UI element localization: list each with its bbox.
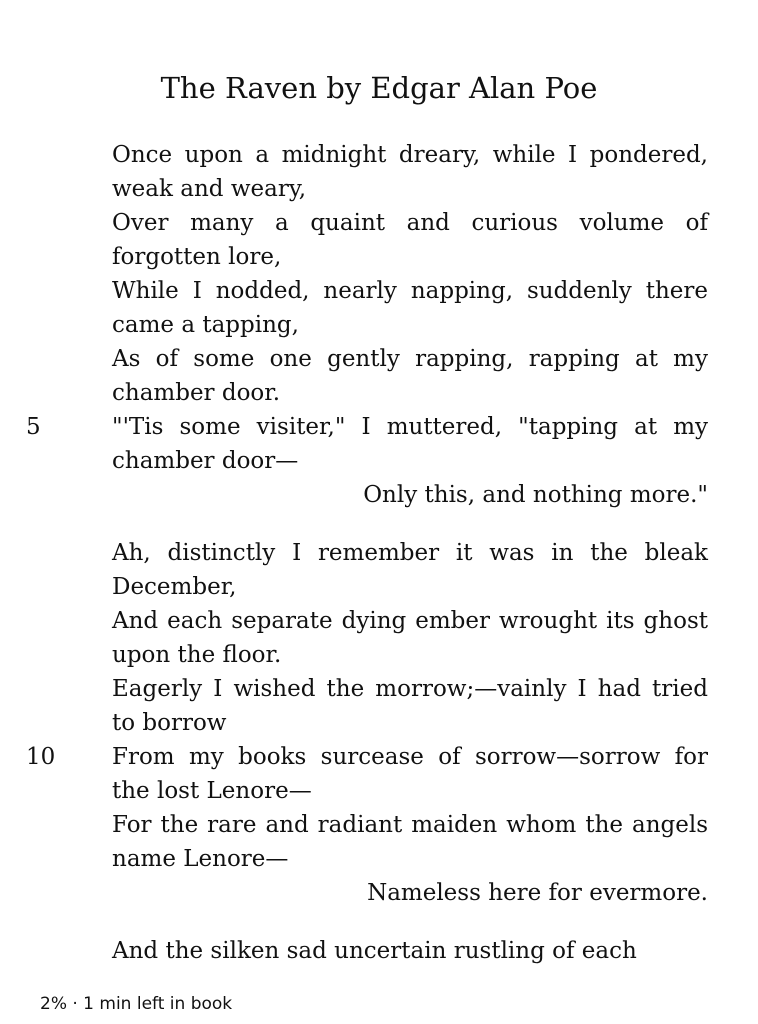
stanza bbox=[0, 138, 758, 512]
line-text: And each separate dying ember wrought its ghost upon the floor. bbox=[112, 608, 708, 668]
poem-line bbox=[26, 740, 708, 808]
line-text: Ah, distinctly I remember it was in the bleak December, bbox=[112, 540, 708, 600]
poem-line bbox=[112, 808, 708, 876]
line-text: "'Tis some visiter," I muttered, "tapping at my chamber door— bbox=[112, 414, 708, 474]
poem-body bbox=[0, 138, 758, 992]
refrain-line bbox=[112, 478, 708, 512]
poem-line bbox=[112, 934, 708, 968]
line-text: Over many a quaint and curious volume of forgotten lore, bbox=[112, 210, 708, 270]
poem-line bbox=[112, 604, 708, 672]
poem-line bbox=[112, 342, 708, 410]
line-text: Eagerly I wished the morrow;—vainly I had tried to borrow bbox=[112, 676, 708, 736]
poem-line bbox=[112, 138, 708, 206]
poem-line bbox=[112, 274, 708, 342]
line-text: From my books surcease of sorrow—sorrow for the lost Lenore— bbox=[112, 744, 708, 804]
stanza bbox=[0, 934, 758, 968]
line-number: 5 bbox=[26, 414, 41, 440]
poem-line bbox=[112, 206, 708, 274]
refrain-text: Nameless here for evermore. bbox=[367, 880, 708, 906]
line-text: For the rare and radiant maiden whom the angels name Lenore— bbox=[112, 812, 708, 872]
line-text: And the silken sad uncertain rustling of each bbox=[112, 938, 637, 964]
refrain-line bbox=[112, 876, 708, 910]
poem-line bbox=[112, 536, 708, 604]
poem-line bbox=[112, 672, 708, 740]
line-text: Once upon a midnight dreary, while I pondered, weak and weary, bbox=[112, 142, 708, 202]
poem-line bbox=[26, 410, 708, 478]
book-title: The Raven by Edgar Alan Poe bbox=[160, 71, 598, 105]
line-text: While I nodded, nearly napping, suddenly there came a tapping, bbox=[112, 278, 708, 338]
refrain-text: Only this, and nothing more." bbox=[363, 482, 708, 508]
line-number: 10 bbox=[26, 744, 56, 770]
line-text: As of some one gently rapping, rapping at my chamber door. bbox=[112, 346, 708, 406]
stanza bbox=[0, 536, 758, 910]
reading-progress-status: 2% · 1 min left in book bbox=[40, 994, 233, 1014]
